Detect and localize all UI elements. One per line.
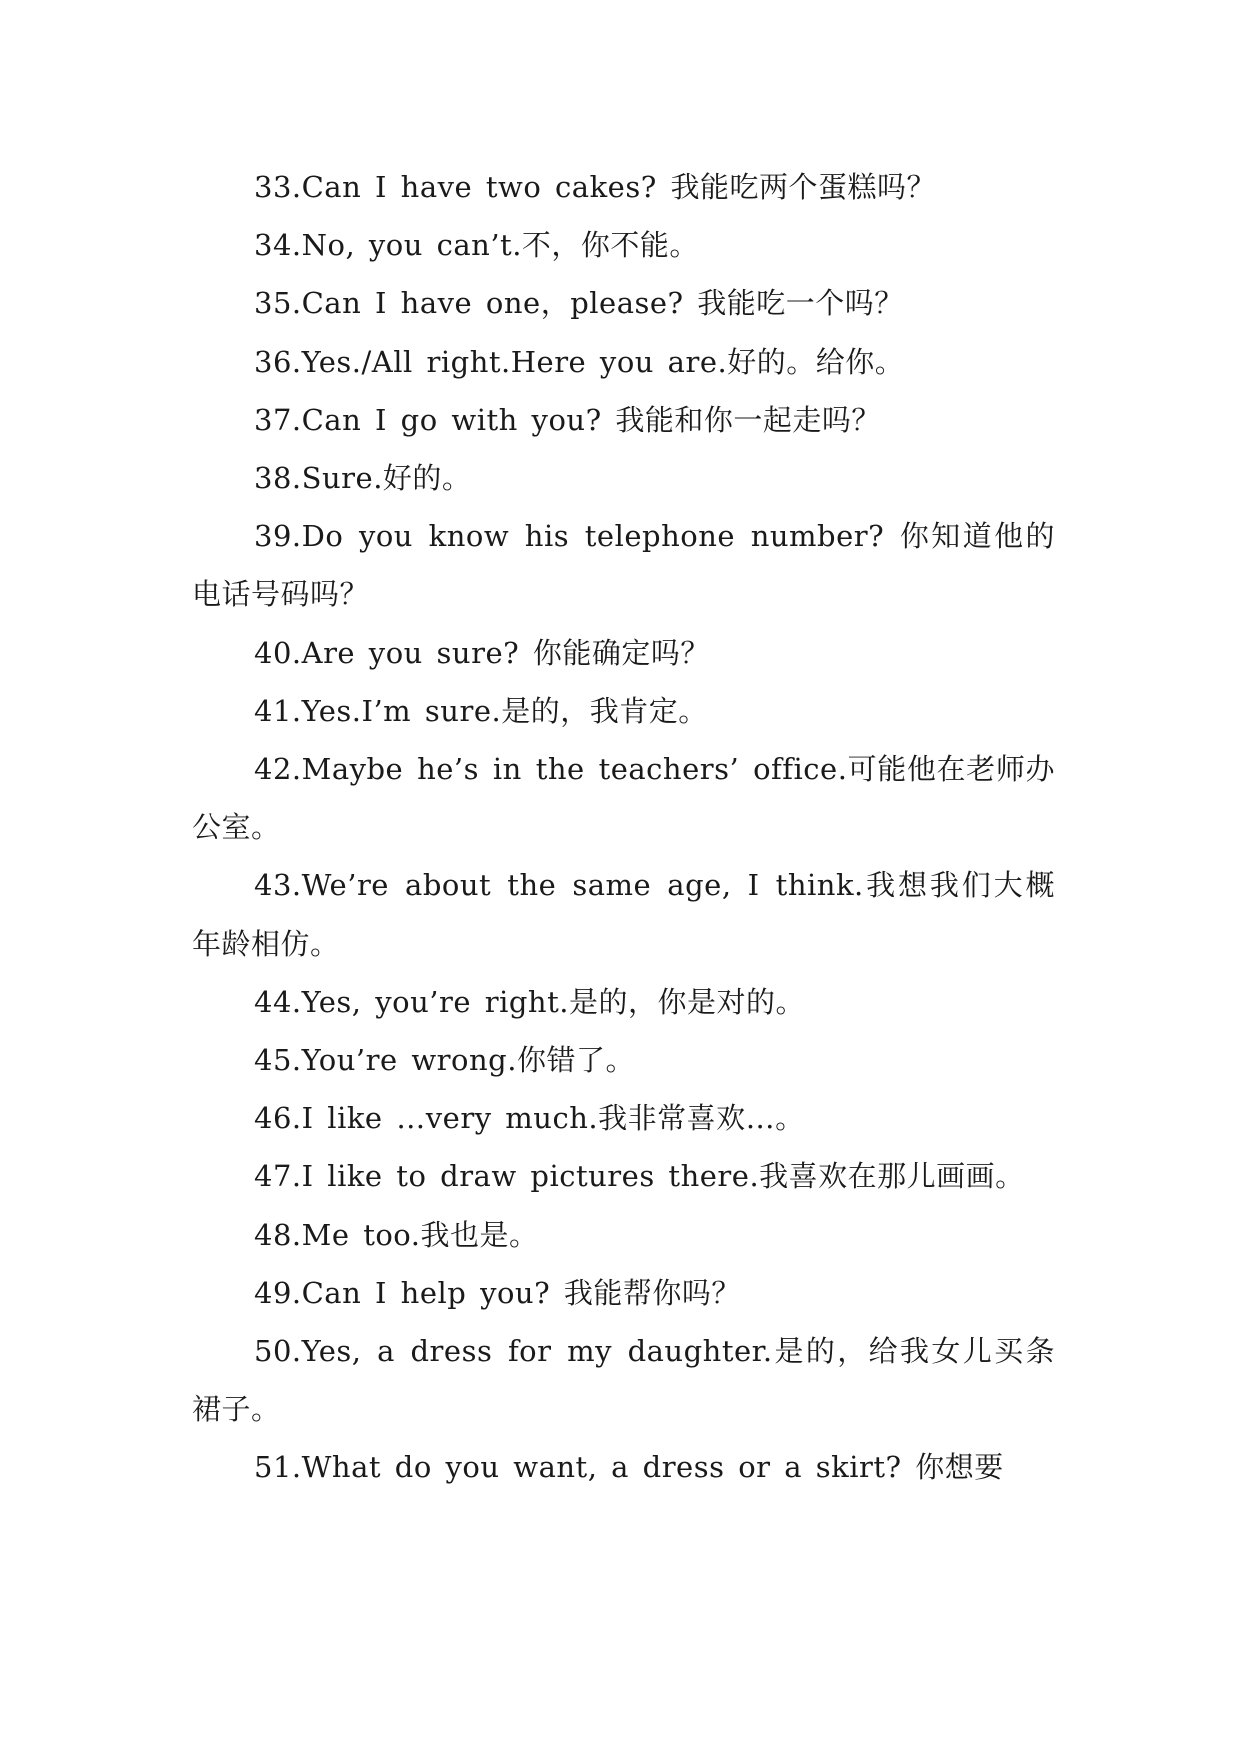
sentence-49: 49.Can I help you? 我能帮你吗？ <box>254 1275 741 1310</box>
sentence-40: 40.Are you sure? 你能确定吗？ <box>254 635 710 670</box>
sentence-44: 44.Yes, you’re right.是的，你是对的。 <box>254 984 805 1019</box>
document-body <box>192 158 1055 1497</box>
sentence-33: 33.Can I have two cakes? 我能吃两个蛋糕吗？ <box>254 170 936 204</box>
sentence-48: 48.Me too.我也是。 <box>254 1217 539 1252</box>
sentence-35: 35.Can I have one，please? 我能吃一个吗？ <box>254 286 904 321</box>
sentence-39: 39.Do you know his telephone number? 你知道他的电话号码吗？ <box>192 519 1055 612</box>
sentence-45: 45.You’re wrong.你错了。 <box>254 1043 635 1078</box>
sentence-47: 47.I like to draw pictures there.我喜欢在那儿画画。 <box>254 1159 1025 1194</box>
sentence-34: 34.No, you can’t.不，你不能。 <box>254 228 699 263</box>
sentence-46: 46.I like …very much.我非常喜欢…。 <box>254 1101 805 1136</box>
sentence-50: 50.Yes, a dress for my daughter.是的，给我女儿买条裙子。 <box>192 1334 1055 1427</box>
sentence-42: 42.Maybe he’s in the teachers’ office.可能他在老师办公室。 <box>192 752 1055 845</box>
sentence-36: 36.Yes./All right.Here you are.好的。给你。 <box>254 344 905 379</box>
sentence-41: 41.Yes.I’m sure.是的，我肯定。 <box>254 693 708 728</box>
sentence-51: 51.What do you want, a dress or a skirt? 你想要 <box>254 1450 1004 1485</box>
sentence-43: 43.We’re about the same age, I think.我想我们大概年龄相仿。 <box>192 868 1055 961</box>
sentence-38: 38.Sure.好的。 <box>254 461 472 496</box>
sentence-37: 37.Can I go with you? 我能和你一起走吗？ <box>254 402 881 437</box>
